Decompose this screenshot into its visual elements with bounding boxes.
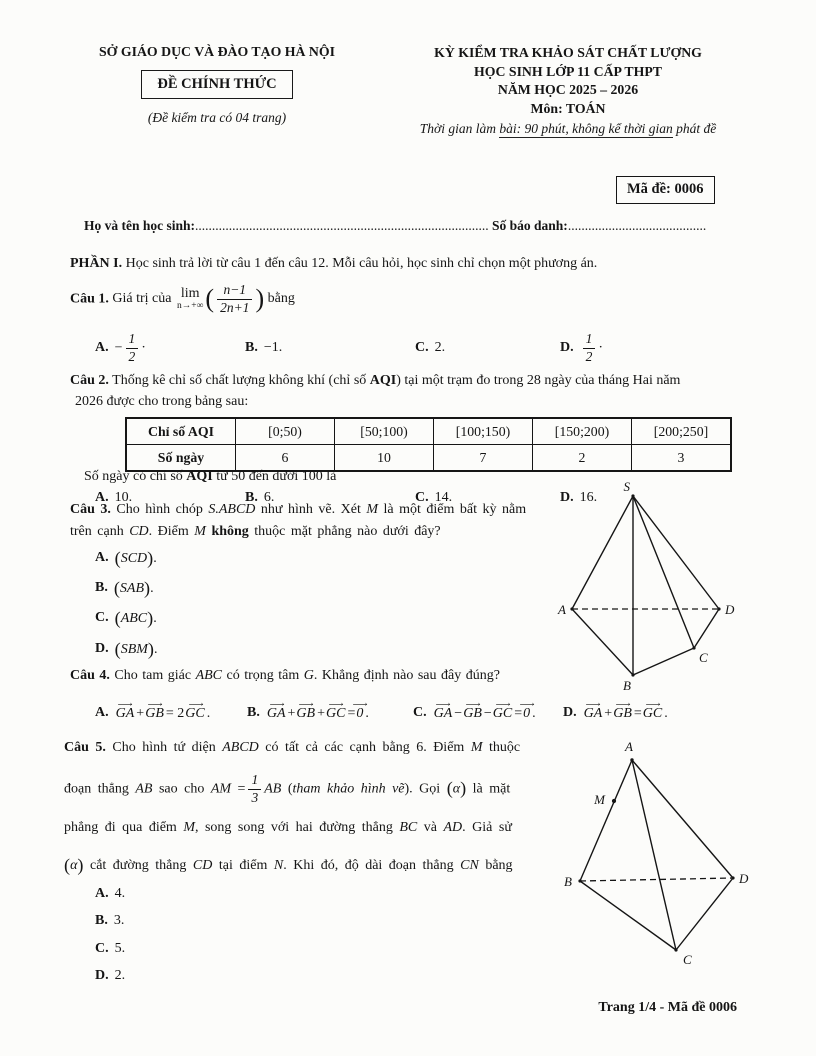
- q1-option-d-label: D.: [560, 340, 574, 355]
- q3-option-c: [95, 609, 157, 627]
- q4-option-c-value: ⟶ GA −⟶ GB −⟶ GC =⟶ 0 .: [433, 704, 536, 722]
- question-5-stem-line1: [64, 740, 520, 756]
- q5-option-a-label: A.: [95, 886, 109, 901]
- aqi-header-cell: [150;200): [533, 418, 632, 445]
- question-5-stem-line2: đoạn thẳng AB sao cho AM = $\frac{1}{3}$ AB (tham khảo hình vẽ). Gọi (α) là mặt: [64, 772, 511, 805]
- aqi-value-cell: 7: [434, 445, 533, 472]
- q2-option-b-label: B.: [245, 490, 258, 505]
- q1-option-a-label: A.: [95, 340, 109, 355]
- part1-heading: [70, 256, 597, 272]
- q2-option-c-label: C.: [415, 490, 429, 505]
- question-2-label: Câu 2.: [70, 373, 109, 388]
- question-5-text1: Cho hình tứ diện ABCD có tất cả các cạnh bằng 6. Điểm M thuộc: [105, 740, 521, 755]
- aqi-table-header-row: [126, 418, 731, 445]
- q4-option-b-value: ⟶ GA +⟶ GB +⟶ GC =⟶ 0 .: [266, 704, 369, 722]
- pyramid-label-C: C: [699, 650, 708, 665]
- candidate-number-dots: .........................................: [567, 218, 707, 233]
- question-3-stem-line2: trên cạnh CD. Điểm M không thuộc mặt phẳng nào dưới đây?: [70, 524, 441, 539]
- question-4-options: [0, 700, 816, 726]
- duration-underlined: bài: 90 phút, không kể thời gian: [499, 121, 673, 136]
- q4-option-d: [563, 700, 668, 726]
- q4-option-a-label: A.: [95, 705, 109, 720]
- aqi-value-cell: 3: [632, 445, 732, 472]
- tetra-label-B: B: [564, 874, 572, 889]
- q1-option-d: [560, 326, 603, 370]
- tetra-label-C: C: [683, 952, 692, 967]
- duration-tail: phát đề: [672, 121, 717, 136]
- exam-title-line2: HỌC SINH LỚP 11 CẤP THPT: [474, 63, 662, 79]
- q3-option-a-value: (SCD).: [114, 548, 157, 568]
- duration-plain: Thời gian làm: [419, 121, 500, 136]
- tetra-label-A: A: [625, 739, 633, 754]
- question-4-stem: [70, 668, 500, 684]
- tetra-label-D: D: [739, 871, 749, 886]
- student-name-dots: .......................................................................................: [195, 218, 489, 233]
- q4-option-a-value: ⟶ GA +⟶ GB = 2⟶ GC .: [115, 704, 211, 722]
- question-1-stem: [70, 283, 295, 315]
- question-4-text: Cho tam giác ABC có trọng tâm G. Khẳng định nào sau đây đúng?: [109, 668, 500, 683]
- q4-option-d-label: D.: [563, 705, 577, 720]
- part1-text: Học sinh trả lời từ câu 1 đến câu 12. Mỗi câu hỏi, học sinh chỉ chọn một phương án.: [122, 256, 598, 271]
- q1-option-c-label: C.: [415, 340, 429, 355]
- duration-note: [370, 120, 766, 139]
- question-3-text1: Cho hình chóp S.ABCD như hình vẽ. Xét M là một điểm bất kỳ nằm: [110, 502, 527, 517]
- q4-option-b: [247, 700, 369, 726]
- q5-option-c: [95, 941, 125, 957]
- q4-option-b-label: B.: [247, 705, 260, 720]
- header-title-block: [370, 44, 766, 139]
- question-1-options: [0, 326, 816, 370]
- exam-title-line3: NĂM HỌC 2025 – 2026: [497, 82, 639, 97]
- question-2-stem-line2: 2026 được cho trong bảng sau:: [75, 394, 249, 409]
- q5-option-b: [95, 913, 124, 929]
- q3-option-d: [95, 640, 157, 658]
- q3-option-b-label: B.: [95, 580, 108, 596]
- aqi-header-cell: [100;150): [434, 418, 533, 445]
- q1-option-c-value: 2.: [434, 340, 446, 355]
- q2-option-d-value: 16.: [579, 490, 598, 505]
- q1-option-b: [245, 326, 282, 370]
- q5-option-b-value: 3.: [113, 913, 125, 928]
- q3-option-c-label: C.: [95, 610, 109, 626]
- question-1-label: Câu 1.: [70, 291, 109, 307]
- q1-option-b-value: −1.: [263, 340, 283, 355]
- aqi-table: [125, 417, 732, 472]
- pyramid-label-B: B: [623, 678, 631, 693]
- subject-line: Môn: TOÁN: [530, 100, 606, 116]
- pyramid-figure: [555, 478, 750, 693]
- q1-option-a: [95, 326, 146, 370]
- q3-option-b: [95, 579, 154, 597]
- q1-option-c: [415, 326, 445, 370]
- q3-option-d-value: (SBM).: [114, 639, 158, 659]
- q5-option-c-value: 5.: [114, 941, 126, 956]
- q1-option-d-value: $\frac{1}{2}$ ·: [580, 332, 603, 364]
- aqi-header-cell: [0;50): [236, 418, 335, 445]
- q3-option-a-label: A.: [95, 550, 109, 566]
- part1-label: PHẦN I.: [70, 256, 123, 271]
- q5-option-a: [95, 886, 125, 902]
- aqi-header-cell: Chỉ số AQI: [126, 418, 236, 445]
- q5-option-d-value: 2.: [114, 968, 126, 983]
- q3-option-a: [95, 549, 157, 567]
- question-5-stem-line4: (α) cắt đường thẳng CD tại điểm N. Khi đó, độ dài đoạn thẳng CN bằng: [64, 855, 513, 875]
- q2-option-d-label: D.: [560, 490, 574, 505]
- aqi-value-cell: 2: [533, 445, 632, 472]
- q3-option-c-value: (ABC).: [114, 608, 157, 628]
- question-4-label: Câu 4.: [70, 668, 110, 683]
- aqi-value-cell: 6: [236, 445, 335, 472]
- q4-option-c-label: C.: [413, 705, 427, 720]
- q5-option-c-label: C.: [95, 941, 109, 956]
- q5-option-a-value: 4.: [114, 886, 126, 901]
- exam-title-line1: KỲ KIỂM TRA KHẢO SÁT CHẤT LƯỢNG: [434, 45, 702, 60]
- exam-code-box: Mã đề: 0006: [616, 176, 715, 204]
- student-name-label: Họ và tên học sinh:: [84, 218, 196, 233]
- official-exam-box: ĐỀ CHÍNH THỨC: [141, 70, 292, 99]
- aqi-table-value-row: [126, 445, 731, 472]
- candidate-number-label: Số báo danh:: [488, 218, 568, 233]
- q3-option-b-value: (SAB).: [113, 578, 154, 598]
- pyramid-label-D: D: [725, 602, 735, 617]
- question-3-stem-line1: [70, 502, 526, 518]
- q1-option-a-value: − $\frac{1}{2}$ ·: [114, 330, 146, 364]
- school-department: SỞ GIÁO DỤC VÀ ĐÀO TẠO HÀ NỘI: [99, 44, 335, 59]
- header-school-block: [62, 44, 372, 126]
- q4-option-c: [413, 700, 536, 726]
- q2-option-b-value: 6.: [263, 490, 275, 505]
- student-info-line: [84, 218, 764, 234]
- q5-option-d-label: D.: [95, 968, 109, 983]
- aqi-header-cell: [200;250]: [632, 418, 732, 445]
- question-2-subquestion: Số ngày có chỉ số AQI từ 50 đến dưới 100 là: [84, 469, 337, 484]
- q5-option-d: [95, 968, 125, 984]
- aqi-header-cell: [50;100): [335, 418, 434, 445]
- page-footer: Trang 1/4 - Mã đề 0006: [598, 1000, 737, 1015]
- question-5-label: Câu 5.: [64, 740, 106, 755]
- question-1-text: Giá trị của lim n→+∞ ( $\frac{n-1}{2n+1}$ ) bằng: [108, 282, 295, 315]
- q1-option-b-label: B.: [245, 340, 258, 355]
- question-2-stem-line1: [70, 373, 680, 389]
- aqi-value-cell: Số ngày: [126, 445, 236, 472]
- aqi-value-cell: 10: [335, 445, 434, 472]
- pyramid-label-A: A: [558, 602, 566, 617]
- tetrahedron-figure: [548, 738, 753, 970]
- q2-option-c-value: 14.: [434, 490, 453, 505]
- exam-pages-note: (Đề kiểm tra có 04 trang): [147, 110, 287, 125]
- question-5-stem-line3: phẳng đi qua điểm M, song song với hai đường thẳng BC và AD. Giả sử: [64, 820, 512, 835]
- question-3-label: Câu 3.: [70, 502, 111, 517]
- q2-option-a-label: A.: [95, 490, 109, 505]
- q2-option-a-value: 10.: [114, 490, 133, 505]
- q3-option-d-label: D.: [95, 641, 109, 657]
- q5-option-b-label: B.: [95, 913, 108, 928]
- q4-option-d-value: ⟶ GA +⟶ GB =⟶ GC .: [583, 704, 668, 722]
- tetra-label-M: M: [594, 792, 605, 807]
- question-2-text1: Thống kê chỉ số chất lượng không khí (chỉ số AQI) tại một trạm đo trong 28 ngày của tháng Hai năm: [108, 373, 681, 388]
- pyramid-label-S: S: [623, 479, 630, 494]
- q4-option-a: [95, 700, 210, 726]
